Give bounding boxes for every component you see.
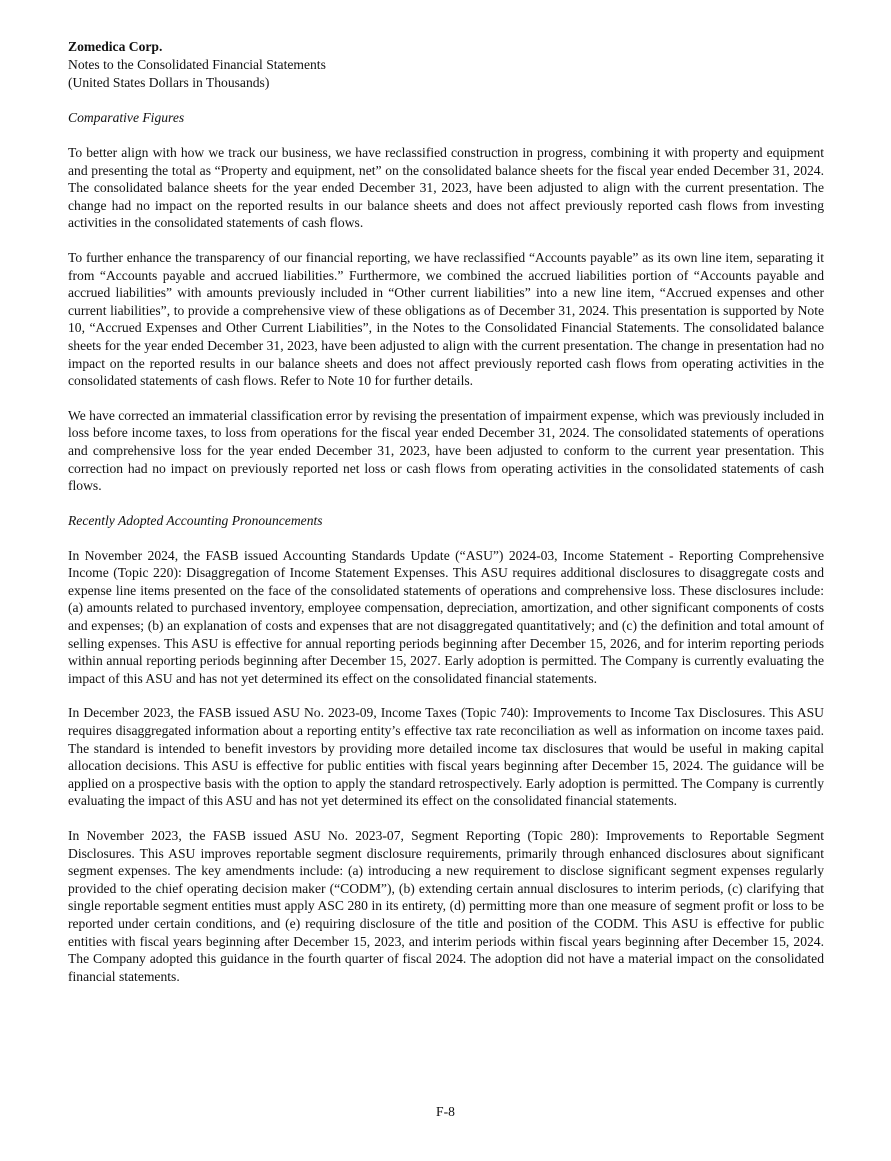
- document-title: Notes to the Consolidated Financial Statements: [68, 57, 326, 72]
- paragraph: In November 2024, the FASB issued Accounting Standards Update (“ASU”) 2024-03, Income Statement - Reporting Comprehensive Income (Topic 220): Disaggregation of Income Statement Expenses. This ASU requires additional disclosures to disaggregate costs and expense line items presented on the face of the consolidated statements of operations and comprehensive loss. These disclosures include: (a) amounts related to purchased inventory, employee compensation, depreciation, amortization, and other significant components of costs and expenses; (b) an explanation of costs and expenses that are not disaggregated quantitatively; and (c) the definition and total amount of selling expenses. This ASU is effective for annual reporting periods beginning after December 15, 2026, and for interim reporting periods within annual reporting periods beginning after December 15, 2027. Early adoption is permitted. The Company is currently evaluating the impact of this ASU and has not yet determined its effect on the consolidated financial statements.: [68, 547, 824, 686]
- paragraph: To further enhance the transparency of our financial reporting, we have reclassified “Accounts payable” as its own line item, separating it from “Accounts payable and accrued liabilities.” Furthermore, we combined the accrued liabilities portion of “Accounts payable and accrued liabilities” with amounts previously included in “Other current liabilities” into a new line item, “Accrued expenses and other current liabilities”, to provide a comprehensive view of these obligations as of December 31, 2024. This presentation is supported by Note 10, “Accrued Expenses and Other Current Liabilities”, in the Notes to the Consolidated Financial Statements. The consolidated balance sheets for the year ended December 31, 2023, have been adjusted to align with the current presentation. The change in presentation had no impact on the reported results in our balance sheets and does not affect previously reported cash flows from operating activities in the consolidated statements of cash flows. Refer to Note 10 for further details.: [68, 249, 824, 389]
- currency-units: (United States Dollars in Thousands): [68, 75, 270, 90]
- company-name: Zomedica Corp.: [68, 39, 163, 54]
- document-page: [68, 38, 824, 1002]
- section-heading-recently-adopted: Recently Adopted Accounting Pronouncements: [68, 512, 323, 528]
- paragraph: In November 2023, the FASB issued ASU No. 2023-07, Segment Reporting (Topic 280): Improvements to Reportable Segment Disclosures. This ASU improves reportable segment disclosure requirements, primarily through enhanced disclosures about significant segment expenses. The key amendments include: (a) introducing a new requirement to disclose significant segment expenses regularly provided to the chief operating decision maker (“CODM”), (b) extending certain annual disclosures to interim periods, (c) clarifying that single reportable segment entities must apply ASC 280 in its entirety, (d) permitting more than one measure of segment profit or loss to be reported under certain conditions, and (e) requiring disclosure of the title and position of the CODM. This ASU is effective for public entities with fiscal years beginning after December 15, 2023, and interim periods within fiscal years beginning after December 15, 2024. The Company adopted this guidance in the fourth quarter of fiscal 2024. The adoption did not have a material impact on the consolidated financial statements.: [68, 828, 824, 984]
- paragraph: To better align with how we track our business, we have reclassified construction in progress, combining it with property and equipment and presenting the total as “Property and equipment, net” on the consolidated balance sheets for the fiscal year ended December 31, 2024. The consolidated balance sheets for the year ended December 31, 2023, have been adjusted to align with the current presentation. The change had no impact on the reported results in our balance sheets and does not affect previously reported cash flows from investing activities in the consolidated statements of cash flows.: [68, 145, 824, 231]
- paragraph: In December 2023, the FASB issued ASU No. 2023-09, Income Taxes (Topic 740): Improvements to Income Tax Disclosures. This ASU requires disaggregated information about a reporting entity’s effective tax rate reconciliation as well as information on income taxes paid. The standard is intended to benefit investors by providing more detailed income tax disclosures that would be useful in making capital allocation decisions. This ASU is effective for public entities with fiscal years beginning after December 15, 2024. The guidance will be applied on a prospective basis with the option to apply the standard retrospectively. Early adoption is permitted. The Company is currently evaluating the impact of this ASU and has not yet determined its effect on the consolidated financial statements.: [68, 705, 824, 809]
- paragraph: We have corrected an immaterial classification error by revising the presentation of impairment expense, which was previously included in loss before income taxes, to loss from operations for the fiscal year ended December 31, 2024. The consolidated statements of operations and comprehensive loss for the year ended December 31, 2023, have been adjusted to conform to the current year presentation. This correction had no impact on previously reported net loss or cash flows from operating activities in the consolidated statements of cash flows.: [68, 407, 824, 494]
- section-heading-comparative-figures: Comparative Figures: [68, 110, 185, 125]
- page-number: F-8: [436, 1104, 455, 1119]
